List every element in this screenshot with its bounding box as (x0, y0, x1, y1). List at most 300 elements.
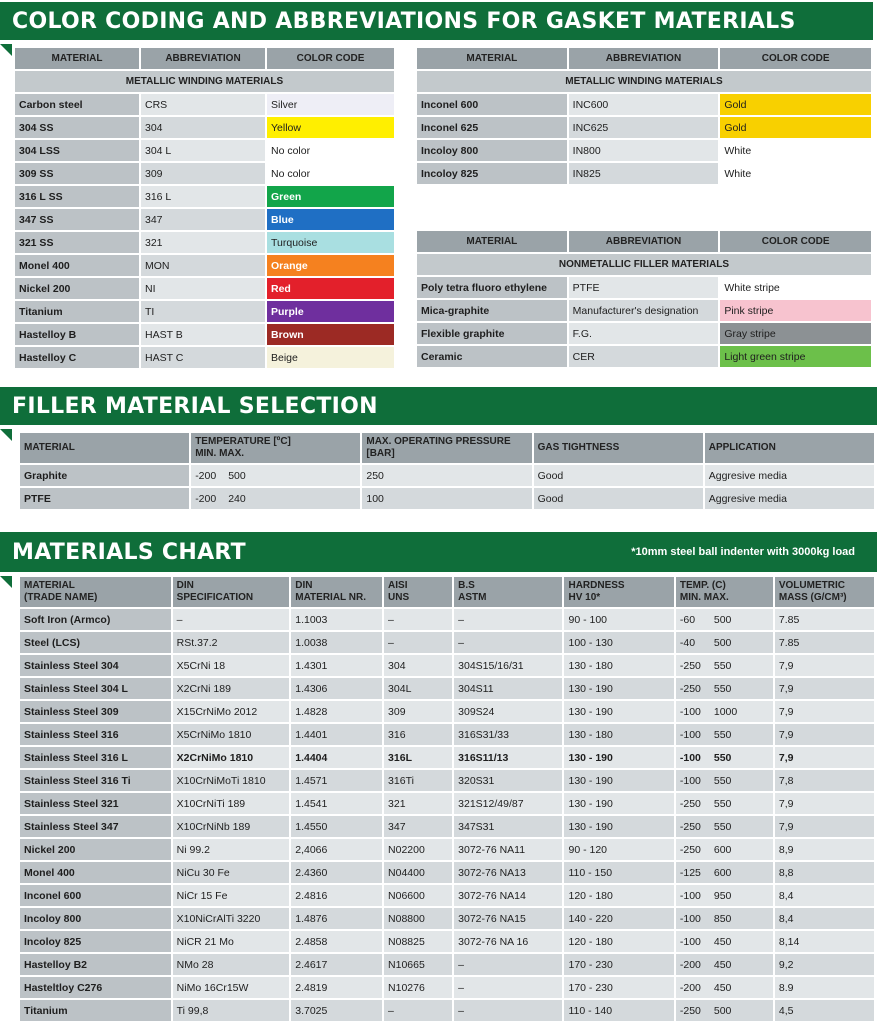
abbreviation-cell: HAST C (141, 347, 265, 368)
abbreviation-cell: IN825 (569, 163, 719, 184)
temperature-cell (676, 908, 773, 929)
din-spec-cell: NMo 28 (173, 954, 290, 975)
volumetric-mass-cell: 7.85 (775, 609, 874, 630)
table-row (20, 885, 874, 906)
temp-min: -250 (679, 843, 701, 856)
din-nr-cell: 1.4404 (291, 747, 382, 768)
col-header-line2: (TRADE NAME) (24, 592, 98, 603)
volumetric-mass-cell: 8,9 (775, 839, 874, 860)
temp-max: 500 (713, 613, 732, 626)
gas-tightness-cell: Good (534, 465, 703, 486)
temp-max: 500 (713, 1004, 732, 1017)
banner-corner (0, 44, 12, 56)
material-cell: Titanium (15, 301, 139, 322)
color-code-cell: No color (267, 140, 394, 161)
group-header: METALLIC WINDING MATERIALS (417, 71, 871, 92)
aisi-uns-cell: – (384, 609, 452, 630)
volumetric-mass-cell: 7,9 (775, 816, 874, 837)
materials-chart-table (18, 575, 876, 1023)
din-nr-cell: 1.4301 (291, 655, 382, 676)
table-row (15, 255, 394, 276)
abbreviation-cell: 309 (141, 163, 265, 184)
material-cell: Stainless Steel 304 L (20, 678, 171, 699)
hardness-cell: 130 - 190 (564, 747, 673, 768)
col-header-line2: MASS (G/CM³) (778, 592, 847, 603)
table-row (20, 816, 874, 837)
color-code-cell: Green (267, 186, 394, 207)
col-header (173, 577, 290, 607)
col-header (20, 577, 171, 607)
volumetric-mass-cell: 7,8 (775, 770, 874, 791)
abbreviation-cell: INC600 (569, 94, 719, 115)
hardness-cell: 120 - 180 (564, 885, 673, 906)
din-nr-cell: 1.4541 (291, 793, 382, 814)
temp-max: 600 (713, 843, 732, 856)
din-nr-cell: 2,4066 (291, 839, 382, 860)
din-spec-cell: X5CrNiMo 1810 (173, 724, 290, 745)
table-row (20, 954, 874, 975)
bs-astm-cell: 316S31/33 (454, 724, 562, 745)
col-header (454, 577, 562, 607)
table-row (20, 724, 874, 745)
material-cell: Inconel 600 (20, 885, 171, 906)
bs-astm-cell: 3072-76 NA15 (454, 908, 562, 929)
hardness-cell: 130 - 190 (564, 816, 673, 837)
material-cell: Nickel 200 (20, 839, 171, 860)
material-cell: 304 LSS (15, 140, 139, 161)
bs-astm-cell: – (454, 1000, 562, 1021)
temp-max: 550 (713, 682, 732, 695)
col-header-material: MATERIAL (15, 48, 139, 69)
temp-min: -100 (679, 774, 701, 787)
col-header (384, 577, 452, 607)
material-cell: Stainless Steel 309 (20, 701, 171, 722)
application-cell: Aggresive media (705, 465, 874, 486)
group-header: METALLIC WINDING MATERIALS (15, 71, 394, 92)
col-header-abbreviation: ABBREVIATION (141, 48, 265, 69)
table-row (20, 1000, 874, 1021)
bs-astm-cell: 3072-76 NA13 (454, 862, 562, 883)
din-nr-cell: 1.4401 (291, 724, 382, 745)
temp-max: 500 (713, 636, 732, 649)
col-header-line1: DIN (176, 580, 194, 591)
volumetric-mass-cell: 4,5 (775, 1000, 874, 1021)
abbreviation-cell: 321 (141, 232, 265, 253)
color-code-cell: Pink stripe (720, 300, 871, 321)
hardness-cell: 130 - 190 (564, 678, 673, 699)
bs-astm-cell: 304S15/16/31 (454, 655, 562, 676)
table-row (15, 117, 394, 138)
temp-min: -100 (679, 705, 701, 718)
group-header: NONMETALLIC FILLER MATERIALS (417, 254, 871, 275)
col-header-line1: TEMP. (C) (679, 580, 726, 591)
hardness-cell: 110 - 140 (564, 1000, 673, 1021)
bs-astm-cell: 321S12/49/87 (454, 793, 562, 814)
col-header-line1: B.S (458, 580, 475, 591)
abbreviation-cell: NI (141, 278, 265, 299)
bs-astm-cell: 347S31 (454, 816, 562, 837)
color-code-cell: Light green stripe (720, 346, 871, 367)
material-cell: Inconel 600 (417, 94, 567, 115)
col-header-line1: MATERIAL (24, 580, 75, 591)
table-row (20, 488, 874, 509)
din-nr-cell: 2.4617 (291, 954, 382, 975)
table-row (417, 163, 871, 184)
bs-astm-cell: 309S24 (454, 701, 562, 722)
materials-chart-title: MATERIALS CHART (12, 539, 246, 565)
col-header-line1: AISI (388, 580, 408, 591)
aisi-uns-cell: 309 (384, 701, 452, 722)
hardness-cell: 90 - 120 (564, 839, 673, 860)
col-header-line1: HARDNESS (568, 580, 625, 591)
volumetric-mass-cell: 8,14 (775, 931, 874, 952)
material-cell: 316 L SS (15, 186, 139, 207)
pressure-cell: 250 (362, 465, 531, 486)
color-code-cell: Orange (267, 255, 394, 276)
color-code-cell: Gold (720, 117, 871, 138)
table-row (20, 678, 874, 699)
col-header-line2: MATERIAL NR. (295, 592, 366, 603)
col-header-line2: ASTM (458, 592, 487, 603)
temp-min: -200 (679, 958, 701, 971)
temp-max: 550 (713, 820, 732, 833)
material-cell: Carbon steel (15, 94, 139, 115)
color-code-cell: Purple (267, 301, 394, 322)
temp-max: 450 (713, 935, 732, 948)
material-cell: Stainless Steel 347 (20, 816, 171, 837)
aisi-uns-cell: 316L (384, 747, 452, 768)
temperature-cell (676, 839, 773, 860)
table-row (417, 277, 871, 298)
din-spec-cell: X5CrNi 18 (173, 655, 290, 676)
material-cell: Steel (LCS) (20, 632, 171, 653)
material-cell: Mica-graphite (417, 300, 567, 321)
table-row (417, 117, 871, 138)
material-cell: 309 SS (15, 163, 139, 184)
temp-max: 550 (713, 728, 732, 741)
table-row (15, 301, 394, 322)
material-cell: Stainless Steel 321 (20, 793, 171, 814)
temp-min: -200 (195, 469, 217, 482)
aisi-uns-cell: 316Ti (384, 770, 452, 791)
table-row (15, 163, 394, 184)
color-code-cell: Beige (267, 347, 394, 368)
din-spec-cell: X10NiCrAlTi 3220 (173, 908, 290, 929)
color-code-cell: Red (267, 278, 394, 299)
aisi-uns-cell: 347 (384, 816, 452, 837)
temp-min: -60 (679, 613, 696, 626)
temp-min: -100 (679, 751, 701, 764)
col-header-line2: SPECIFICATION (176, 592, 254, 603)
material-cell: Incoloy 800 (417, 140, 567, 161)
abbreviation-cell: HAST B (141, 324, 265, 345)
table-row (20, 655, 874, 676)
col-header-abbreviation: ABBREVIATION (569, 48, 719, 69)
abbreviation-cell: PTFE (569, 277, 719, 298)
color-code-cell: No color (267, 163, 394, 184)
temperature-cell (191, 465, 360, 486)
din-nr-cell: 1.4828 (291, 701, 382, 722)
din-spec-cell: NiCu 30 Fe (173, 862, 290, 883)
table-row (417, 346, 871, 367)
temp-min: -100 (679, 889, 701, 902)
bs-astm-cell: 320S31 (454, 770, 562, 791)
aisi-uns-cell: N08800 (384, 908, 452, 929)
din-spec-cell: X2CrNiMo 1810 (173, 747, 290, 768)
bs-astm-cell: 304S11 (454, 678, 562, 699)
temperature-cell (676, 747, 773, 768)
table-row (417, 94, 871, 115)
table-row (20, 770, 874, 791)
table-row (20, 862, 874, 883)
aisi-uns-cell: 321 (384, 793, 452, 814)
abbreviation-cell: IN800 (569, 140, 719, 161)
volumetric-mass-cell: 7,9 (775, 678, 874, 699)
temperature-cell (676, 632, 773, 653)
aisi-uns-cell: N08825 (384, 931, 452, 952)
color-code-cell: Yellow (267, 117, 394, 138)
temp-max: 850 (713, 912, 732, 925)
col-header (564, 577, 673, 607)
temperature-cell (676, 770, 773, 791)
hardness-cell: 130 - 180 (564, 724, 673, 745)
bs-astm-cell: 3072-76 NA 16 (454, 931, 562, 952)
temp-max: 500 (228, 469, 246, 482)
bs-astm-cell: 3072-76 NA11 (454, 839, 562, 860)
col-header-material: MATERIAL (417, 48, 567, 69)
temp-min: -250 (679, 820, 701, 833)
din-nr-cell: 2.4360 (291, 862, 382, 883)
abbreviation-cell: MON (141, 255, 265, 276)
materials-chart-banner (0, 532, 877, 572)
col-header-color-code: COLOR CODE (267, 48, 394, 69)
col-header-abbreviation: ABBREVIATION (569, 231, 719, 252)
volumetric-mass-cell: 7.85 (775, 632, 874, 653)
temp-min: -200 (195, 492, 217, 505)
temp-min: -250 (679, 797, 701, 810)
col-header-material: MATERIAL (20, 433, 189, 463)
bs-astm-cell: – (454, 977, 562, 998)
abbreviation-cell: 316 L (141, 186, 265, 207)
col-header-color-code: COLOR CODE (720, 48, 871, 69)
col-header-line2: UNS (388, 592, 410, 603)
abbreviation-cell: Manufacturer's designation (569, 300, 719, 321)
temp-max: 1000 (713, 705, 738, 718)
col-header-line1: DIN (295, 580, 313, 591)
bs-astm-cell: – (454, 632, 562, 653)
hardness-cell: 120 - 180 (564, 931, 673, 952)
color-code-cell: White (720, 163, 871, 184)
nonmetallic-filler-table (415, 229, 873, 369)
aisi-uns-cell: – (384, 632, 452, 653)
filler-selection-title: FILLER MATERIAL SELECTION (12, 393, 378, 419)
hardness-cell: 130 - 190 (564, 701, 673, 722)
aisi-uns-cell: N06600 (384, 885, 452, 906)
temp-max: 450 (713, 981, 732, 994)
bs-astm-cell: 316S11/13 (454, 747, 562, 768)
hardness-cell: 130 - 190 (564, 770, 673, 791)
color-coding-banner (0, 2, 873, 40)
temperature-cell (191, 488, 360, 509)
din-nr-cell: 2.4819 (291, 977, 382, 998)
aisi-uns-cell: N10665 (384, 954, 452, 975)
table-row (15, 209, 394, 230)
bs-astm-cell: – (454, 609, 562, 630)
color-code-cell: Silver (267, 94, 394, 115)
volumetric-mass-cell: 8,4 (775, 908, 874, 929)
material-cell: 347 SS (15, 209, 139, 230)
temp-max: 450 (713, 958, 732, 971)
material-cell: Stainless Steel 316 Ti (20, 770, 171, 791)
temp-max: 950 (713, 889, 732, 902)
temperature-cell (676, 816, 773, 837)
table-row (20, 465, 874, 486)
volumetric-mass-cell: 7,9 (775, 724, 874, 745)
din-spec-cell: X15CrNiMo 2012 (173, 701, 290, 722)
aisi-uns-cell: N04400 (384, 862, 452, 883)
material-cell: 321 SS (15, 232, 139, 253)
din-nr-cell: 2.4858 (291, 931, 382, 952)
material-cell: Ceramic (417, 346, 567, 367)
material-cell: Incoloy 800 (20, 908, 171, 929)
din-nr-cell: 1.4306 (291, 678, 382, 699)
temp-max: 550 (713, 797, 732, 810)
temperature-cell (676, 931, 773, 952)
metallic-winding-table-right (415, 46, 873, 186)
pressure-cell: 100 (362, 488, 531, 509)
din-spec-cell: X10CrNiTi 189 (173, 793, 290, 814)
table-row (15, 140, 394, 161)
hardness-footnote: *10mm steel ball indenter with 3000kg load (631, 546, 855, 558)
temp-min: -250 (679, 682, 701, 695)
temperature-cell (676, 724, 773, 745)
col-header (775, 577, 874, 607)
col-header-line2: HV 10* (568, 592, 601, 603)
table-row (15, 324, 394, 345)
abbreviation-cell: CER (569, 346, 719, 367)
temperature-cell (676, 655, 773, 676)
temperature-cell (676, 954, 773, 975)
col-header-line2: MIN. MAX. (679, 592, 729, 603)
volumetric-mass-cell: 8,8 (775, 862, 874, 883)
material-cell: Soft Iron (Armco) (20, 609, 171, 630)
material-cell: Stainless Steel 304 (20, 655, 171, 676)
din-nr-cell: 1.0038 (291, 632, 382, 653)
temperature-cell (676, 977, 773, 998)
table-row (20, 839, 874, 860)
material-cell: Hastelloy C (15, 347, 139, 368)
din-spec-cell: X10CrNiMoTi 1810 (173, 770, 290, 791)
hardness-cell: 130 - 180 (564, 655, 673, 676)
col-header-color-code: COLOR CODE (720, 231, 871, 252)
temp-min: -100 (679, 935, 701, 948)
table-row (15, 232, 394, 253)
color-code-cell: Gold (720, 94, 871, 115)
volumetric-mass-cell: 7,9 (775, 655, 874, 676)
din-nr-cell: 1.4550 (291, 816, 382, 837)
table-row (20, 793, 874, 814)
temp-max: 550 (713, 659, 732, 672)
din-spec-cell: X2CrNi 189 (173, 678, 290, 699)
aisi-uns-cell: – (384, 1000, 452, 1021)
banner-corner (0, 429, 12, 441)
bs-astm-cell: 3072-76 NA14 (454, 885, 562, 906)
material-cell: Poly tetra fluoro ethylene (417, 277, 567, 298)
color-code-cell: White stripe (720, 277, 871, 298)
din-nr-cell: 2.4816 (291, 885, 382, 906)
table-row (15, 347, 394, 368)
col-header (291, 577, 382, 607)
material-cell: Flexible graphite (417, 323, 567, 344)
temp-max: 550 (713, 751, 732, 764)
din-spec-cell: NiCR 21 Mo (173, 931, 290, 952)
temperature-cell (676, 678, 773, 699)
din-nr-cell: 1.4876 (291, 908, 382, 929)
table-row (20, 747, 874, 768)
table-row (417, 323, 871, 344)
temp-min: -250 (679, 1004, 701, 1017)
banner-corner (0, 576, 12, 588)
volumetric-mass-cell: 9,2 (775, 954, 874, 975)
temp-min: -100 (679, 728, 701, 741)
abbreviation-cell: 304 L (141, 140, 265, 161)
abbreviation-cell: 304 (141, 117, 265, 138)
aisi-uns-cell: N02200 (384, 839, 452, 860)
color-code-cell: Brown (267, 324, 394, 345)
hardness-cell: 170 - 230 (564, 954, 673, 975)
material-cell: Titanium (20, 1000, 171, 1021)
hardness-cell: 100 - 130 (564, 632, 673, 653)
material-cell: Inconel 625 (417, 117, 567, 138)
volumetric-mass-cell: 8,4 (775, 885, 874, 906)
table-row (20, 632, 874, 653)
table-row (20, 609, 874, 630)
temp-max: 600 (713, 866, 732, 879)
filler-selection-banner (0, 387, 877, 425)
temp-min: -100 (679, 912, 701, 925)
color-code-cell: Gray stripe (720, 323, 871, 344)
material-cell: Graphite (20, 465, 189, 486)
din-spec-cell: NiCr 15 Fe (173, 885, 290, 906)
material-cell: Hastelloy B2 (20, 954, 171, 975)
volumetric-mass-cell: 7,9 (775, 793, 874, 814)
din-spec-cell: Ti 99,8 (173, 1000, 290, 1021)
material-cell: Monel 400 (20, 862, 171, 883)
material-cell: PTFE (20, 488, 189, 509)
material-cell: Incoloy 825 (20, 931, 171, 952)
hardness-cell: 110 - 150 (564, 862, 673, 883)
temperature-cell (676, 793, 773, 814)
temperature-cell (676, 609, 773, 630)
application-cell: Aggresive media (705, 488, 874, 509)
hardness-cell: 170 - 230 (564, 977, 673, 998)
material-cell: Stainless Steel 316 (20, 724, 171, 745)
material-cell: Incoloy 825 (417, 163, 567, 184)
col-header-pressure: MAX. OPERATING PRESSURE [BAR] (362, 433, 531, 463)
volumetric-mass-cell: 7,9 (775, 701, 874, 722)
material-cell: Stainless Steel 316 L (20, 747, 171, 768)
table-row (20, 908, 874, 929)
table-row (417, 300, 871, 321)
din-nr-cell: 1.1003 (291, 609, 382, 630)
table-row (20, 931, 874, 952)
material-cell: Hastelloy B (15, 324, 139, 345)
material-cell: Hasteltloy C276 (20, 977, 171, 998)
bs-astm-cell: – (454, 954, 562, 975)
din-spec-cell: Ni 99.2 (173, 839, 290, 860)
table-row (20, 701, 874, 722)
temp-max: 550 (713, 774, 732, 787)
